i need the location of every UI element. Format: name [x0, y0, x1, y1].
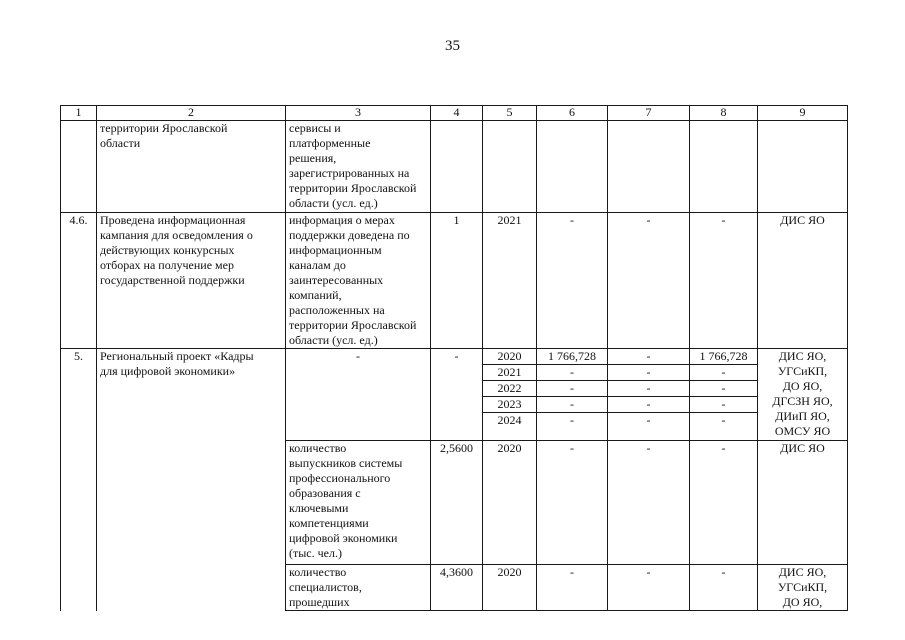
- header-cell: 7: [608, 106, 690, 121]
- empty-cell: [690, 121, 758, 213]
- year-cell: 2021: [483, 213, 537, 349]
- amount-cell: -: [690, 441, 758, 565]
- description-cell: Проведена информационная кампания для осведомления о действующих конкурсных отборах на получение мер государственной поддержки: [97, 213, 286, 349]
- description-cell: Региональный проект «Кадры для цифровой экономики»: [97, 349, 286, 611]
- responsible-cell: ДИС ЯО: [758, 441, 848, 565]
- amount-cell: -: [537, 397, 608, 413]
- amount-cell: 1 766,728: [537, 349, 608, 365]
- empty-cell: [608, 121, 690, 213]
- indicator-cell: информация о мерах поддержки доведена по информационным каналам до заинтересованных компаний, расположенных на территории Ярославской области (усл. ед.): [286, 213, 431, 349]
- amount-cell: -: [608, 413, 690, 441]
- page-number: 35: [445, 38, 460, 54]
- header-cell: 1: [61, 106, 97, 121]
- responsible-cell: ДИС ЯО, УГСиКП, ДО ЯО, ДГСЗН ЯО, ДИиП ЯО, ОМСУ ЯО: [758, 349, 848, 441]
- header-cell: 2: [97, 106, 286, 121]
- amount-cell: -: [608, 365, 690, 381]
- amount-cell: 1 766,728: [690, 349, 758, 365]
- amount-cell: -: [537, 365, 608, 381]
- indicator-cell: количество выпускников системы профессионального образования с ключевыми компетенциями цифровой экономики (тыс. чел.): [286, 441, 431, 565]
- amount-cell: -: [690, 365, 758, 381]
- amount-cell: -: [608, 213, 690, 349]
- num-cell: 5.: [61, 349, 97, 611]
- indicator-cell: сервисы и платформенные решения, зарегистрированных на территории Ярославской области (усл. ед.): [286, 121, 431, 213]
- amount-cell: -: [690, 381, 758, 397]
- year-cell: 2022: [483, 381, 537, 397]
- year-cell: 2021: [483, 365, 537, 381]
- empty-cell: [431, 121, 483, 213]
- table-header-row: [61, 106, 848, 121]
- amount-cell: -: [690, 213, 758, 349]
- header-cell: 8: [690, 106, 758, 121]
- amount-cell: -: [537, 381, 608, 397]
- empty-cell: [537, 121, 608, 213]
- amount-cell: -: [537, 441, 608, 565]
- header-cell: 9: [758, 106, 848, 121]
- num-cell: 4.6.: [61, 213, 97, 349]
- responsible-cell: ДИС ЯО, УГСиКП, ДО ЯО,: [758, 565, 848, 611]
- indicator-cell: количество специалистов, прошедших: [286, 565, 431, 611]
- amount-cell: -: [690, 565, 758, 611]
- amount-cell: -: [608, 381, 690, 397]
- responsible-cell: ДИС ЯО: [758, 213, 848, 349]
- amount-cell: -: [690, 397, 758, 413]
- table-row-5: [61, 349, 848, 365]
- amount-cell: -: [690, 413, 758, 441]
- value-cell: 4,3600: [431, 565, 483, 611]
- amount-cell: -: [608, 565, 690, 611]
- amount-cell: -: [537, 213, 608, 349]
- value-cell: -: [431, 349, 483, 441]
- amount-cell: -: [608, 349, 690, 365]
- amount-cell: -: [608, 441, 690, 565]
- header-cell: 6: [537, 106, 608, 121]
- table-row-4-6: [61, 213, 848, 349]
- year-cell: 2023: [483, 397, 537, 413]
- header-cell: 3: [286, 106, 431, 121]
- data-table: [60, 105, 848, 611]
- year-cell: 2020: [483, 565, 537, 611]
- header-cell: 4: [431, 106, 483, 121]
- year-cell: 2020: [483, 349, 537, 365]
- indicator-cell: -: [286, 349, 431, 441]
- amount-cell: -: [537, 413, 608, 441]
- year-cell: 2020: [483, 441, 537, 565]
- amount-cell: -: [537, 565, 608, 611]
- header-cell: 5: [483, 106, 537, 121]
- value-cell: 2,5600: [431, 441, 483, 565]
- empty-cell: [758, 121, 848, 213]
- table-row-continued: [61, 121, 848, 213]
- value-cell: 1: [431, 213, 483, 349]
- year-cell: 2024: [483, 413, 537, 441]
- num-cell: [61, 121, 97, 213]
- empty-cell: [483, 121, 537, 213]
- amount-cell: -: [608, 397, 690, 413]
- description-cell: территории Ярославской области: [97, 121, 286, 213]
